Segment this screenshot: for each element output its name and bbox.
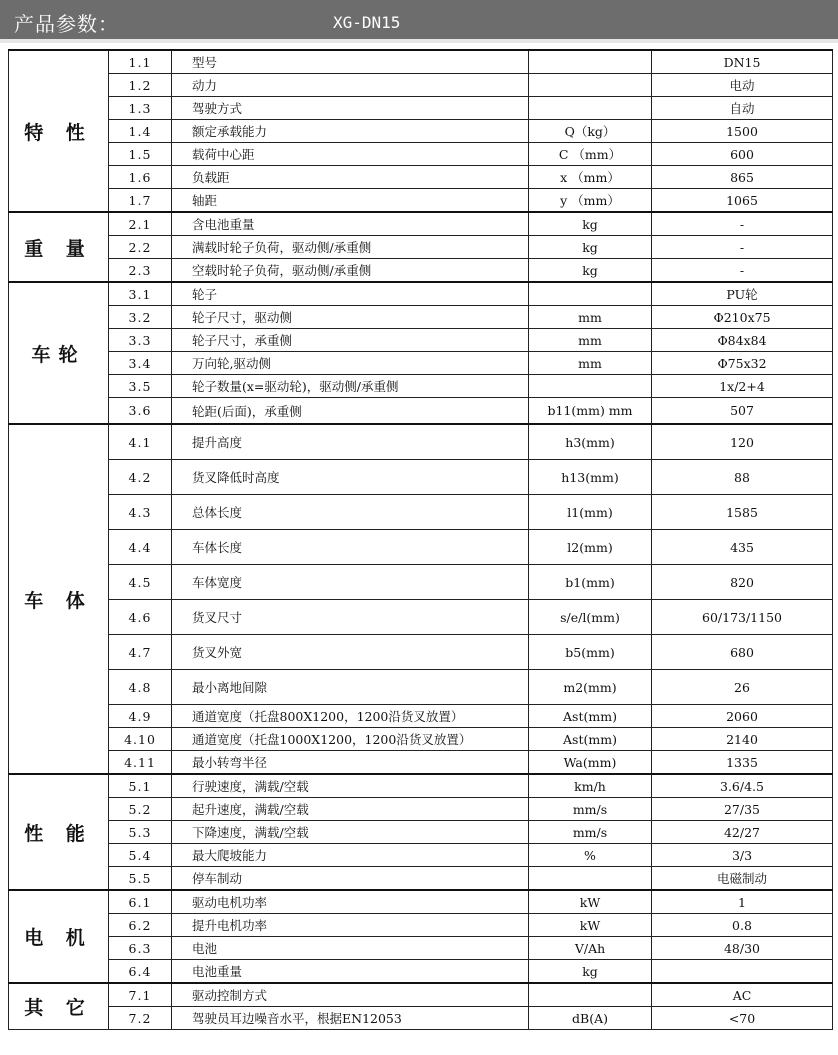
unit-cell: mm <box>529 329 652 352</box>
spec-table <box>8 49 833 1030</box>
item-name: 车体长度 <box>172 530 529 565</box>
value-cell: 865 <box>652 166 833 189</box>
item-name: 起升速度，满载/空载 <box>172 798 529 821</box>
item-name: 含电池重量 <box>172 212 529 236</box>
spec-row <box>9 670 833 705</box>
spec-row <box>9 867 833 891</box>
unit-cell: mm/s <box>529 798 652 821</box>
row-number: 6.2 <box>109 914 172 937</box>
spec-row <box>9 97 833 120</box>
category-label: 电 机 <box>9 890 109 983</box>
spec-row <box>9 352 833 375</box>
item-name: 最大爬坡能力 <box>172 844 529 867</box>
unit-cell: m2(mm) <box>529 670 652 705</box>
row-number: 3.4 <box>109 352 172 375</box>
item-name: 载荷中心距 <box>172 143 529 166</box>
item-name: 停车制动 <box>172 867 529 891</box>
row-number: 4.2 <box>109 460 172 495</box>
spec-row <box>9 1007 833 1030</box>
spec-row <box>9 635 833 670</box>
row-number: 5.4 <box>109 844 172 867</box>
row-number: 6.4 <box>109 960 172 984</box>
value-cell: 507 <box>652 398 833 425</box>
unit-cell: Ast(mm) <box>529 728 652 751</box>
row-number: 1.5 <box>109 143 172 166</box>
row-number: 2.1 <box>109 212 172 236</box>
category-label: 其 它 <box>9 983 109 1030</box>
unit-cell <box>529 867 652 891</box>
unit-cell: b5(mm) <box>529 635 652 670</box>
row-number: 4.6 <box>109 600 172 635</box>
value-cell: <70 <box>652 1007 833 1030</box>
value-cell: 435 <box>652 530 833 565</box>
spec-row <box>9 728 833 751</box>
spec-row <box>9 774 833 798</box>
spec-row <box>9 74 833 97</box>
item-name: 提升高度 <box>172 424 529 460</box>
item-name: 轮子数量(x=驱动轮)，驱动侧/承重侧 <box>172 375 529 398</box>
unit-cell: kg <box>529 960 652 984</box>
row-number: 3.3 <box>109 329 172 352</box>
value-cell: 680 <box>652 635 833 670</box>
category-label: 重 量 <box>9 212 109 282</box>
value-cell: DN15 <box>652 50 833 74</box>
unit-cell: kg <box>529 236 652 259</box>
unit-cell: mm/s <box>529 821 652 844</box>
value-cell: 电磁制动 <box>652 867 833 891</box>
item-name: 行驶速度，满载/空载 <box>172 774 529 798</box>
row-number: 1.3 <box>109 97 172 120</box>
item-name: 电池 <box>172 937 529 960</box>
value-cell: 1x/2+4 <box>652 375 833 398</box>
category-label: 车轮 <box>9 282 109 424</box>
spec-row <box>9 460 833 495</box>
spec-row <box>9 495 833 530</box>
spec-row <box>9 306 833 329</box>
value-cell: 27/35 <box>652 798 833 821</box>
unit-cell: s/e/l(mm) <box>529 600 652 635</box>
row-number: 4.11 <box>109 751 172 775</box>
unit-cell: % <box>529 844 652 867</box>
value-cell: - <box>652 236 833 259</box>
spec-row <box>9 282 833 306</box>
spec-row <box>9 565 833 600</box>
spec-row <box>9 143 833 166</box>
unit-cell: b11(mm) mm <box>529 398 652 425</box>
spec-row <box>9 424 833 460</box>
spec-row <box>9 398 833 425</box>
value-cell: 1 <box>652 890 833 914</box>
item-name: 负载距 <box>172 166 529 189</box>
value-cell: 820 <box>652 565 833 600</box>
item-name: 万向轮,驱动侧 <box>172 352 529 375</box>
item-name: 驱动电机功率 <box>172 890 529 914</box>
unit-cell: mm <box>529 352 652 375</box>
row-number: 4.10 <box>109 728 172 751</box>
row-number: 3.6 <box>109 398 172 425</box>
value-cell: - <box>652 212 833 236</box>
unit-cell <box>529 50 652 74</box>
value-cell: 88 <box>652 460 833 495</box>
value-cell: 600 <box>652 143 833 166</box>
item-name: 轮距(后面)，承重侧 <box>172 398 529 425</box>
value-cell: Φ75x32 <box>652 352 833 375</box>
category-label: 特 性 <box>9 50 109 212</box>
unit-cell: h3(mm) <box>529 424 652 460</box>
row-number: 5.3 <box>109 821 172 844</box>
row-number: 5.2 <box>109 798 172 821</box>
value-cell: 1500 <box>652 120 833 143</box>
spec-row <box>9 751 833 775</box>
row-number: 4.9 <box>109 705 172 728</box>
row-number: 5.1 <box>109 774 172 798</box>
unit-cell: l2(mm) <box>529 530 652 565</box>
value-cell: 3/3 <box>652 844 833 867</box>
row-number: 4.5 <box>109 565 172 600</box>
item-name: 满载时轮子负荷，驱动侧/承重侧 <box>172 236 529 259</box>
spec-row <box>9 914 833 937</box>
row-number: 3.5 <box>109 375 172 398</box>
item-name: 动力 <box>172 74 529 97</box>
value-cell: 26 <box>652 670 833 705</box>
item-name: 最小转弯半径 <box>172 751 529 775</box>
spec-row <box>9 236 833 259</box>
row-number: 1.4 <box>109 120 172 143</box>
item-name: 货叉降低时高度 <box>172 460 529 495</box>
item-name: 下降速度，满载/空载 <box>172 821 529 844</box>
item-name: 轮子 <box>172 282 529 306</box>
spec-row <box>9 530 833 565</box>
spec-row <box>9 259 833 283</box>
unit-cell: km/h <box>529 774 652 798</box>
item-name: 轮子尺寸，承重侧 <box>172 329 529 352</box>
item-name: 货叉尺寸 <box>172 600 529 635</box>
spec-row <box>9 375 833 398</box>
unit-cell: kW <box>529 890 652 914</box>
value-cell: 42/27 <box>652 821 833 844</box>
item-name: 轮子尺寸，驱动侧 <box>172 306 529 329</box>
item-name: 最小离地间隙 <box>172 670 529 705</box>
unit-cell <box>529 97 652 120</box>
spec-row <box>9 798 833 821</box>
spec-row <box>9 600 833 635</box>
value-cell: Φ84x84 <box>652 329 833 352</box>
item-name: 轴距 <box>172 189 529 213</box>
value-cell: 60/173/1150 <box>652 600 833 635</box>
row-number: 7.2 <box>109 1007 172 1030</box>
unit-cell: dB(A) <box>529 1007 652 1030</box>
unit-cell <box>529 983 652 1007</box>
item-name: 通道宽度（托盘800X1200，1200沿货叉放置） <box>172 705 529 728</box>
value-cell: - <box>652 259 833 283</box>
item-name: 型号 <box>172 50 529 74</box>
row-number: 3.2 <box>109 306 172 329</box>
category-label: 性 能 <box>9 774 109 890</box>
value-cell: 120 <box>652 424 833 460</box>
item-name: 电池重量 <box>172 960 529 984</box>
row-number: 4.3 <box>109 495 172 530</box>
row-number: 1.7 <box>109 189 172 213</box>
value-cell <box>652 960 833 984</box>
spec-row <box>9 705 833 728</box>
value-cell: 2060 <box>652 705 833 728</box>
value-cell: AC <box>652 983 833 1007</box>
value-cell: 48/30 <box>652 937 833 960</box>
item-name: 货叉外宽 <box>172 635 529 670</box>
unit-cell <box>529 282 652 306</box>
row-number: 1.1 <box>109 50 172 74</box>
row-number: 2.3 <box>109 259 172 283</box>
spec-row <box>9 166 833 189</box>
row-number: 4.4 <box>109 530 172 565</box>
item-name: 驾驶员耳边噪音水平，根据EN12053 <box>172 1007 529 1030</box>
unit-cell <box>529 74 652 97</box>
spec-row <box>9 189 833 213</box>
item-name: 驾驶方式 <box>172 97 529 120</box>
row-number: 4.1 <box>109 424 172 460</box>
spec-row <box>9 937 833 960</box>
unit-cell: b1(mm) <box>529 565 652 600</box>
unit-cell: Wa(mm) <box>529 751 652 775</box>
value-cell: 1585 <box>652 495 833 530</box>
spec-row <box>9 844 833 867</box>
unit-cell: Ast(mm) <box>529 705 652 728</box>
unit-cell: kg <box>529 259 652 283</box>
value-cell: 1335 <box>652 751 833 775</box>
spec-row <box>9 960 833 984</box>
row-number: 1.2 <box>109 74 172 97</box>
value-cell: 0.8 <box>652 914 833 937</box>
unit-cell: V/Ah <box>529 937 652 960</box>
item-name: 额定承载能力 <box>172 120 529 143</box>
row-number: 3.1 <box>109 282 172 306</box>
unit-cell: kW <box>529 914 652 937</box>
unit-cell: x （mm） <box>529 166 652 189</box>
spec-row <box>9 890 833 914</box>
item-name: 通道宽度（托盘1000X1200，1200沿货叉放置） <box>172 728 529 751</box>
spec-row <box>9 212 833 236</box>
spec-row <box>9 120 833 143</box>
value-cell: 1065 <box>652 189 833 213</box>
item-name: 提升电机功率 <box>172 914 529 937</box>
unit-cell: C （mm） <box>529 143 652 166</box>
row-number: 6.1 <box>109 890 172 914</box>
value-cell: Φ210x75 <box>652 306 833 329</box>
value-cell: 2140 <box>652 728 833 751</box>
value-cell: 电动 <box>652 74 833 97</box>
item-name: 车体宽度 <box>172 565 529 600</box>
row-number: 4.7 <box>109 635 172 670</box>
spec-row <box>9 821 833 844</box>
category-label: 车 体 <box>9 424 109 774</box>
row-number: 4.8 <box>109 670 172 705</box>
unit-cell: Q（kg） <box>529 120 652 143</box>
item-name: 空载时轮子负荷，驱动侧/承重侧 <box>172 259 529 283</box>
item-name: 总体长度 <box>172 495 529 530</box>
row-number: 2.2 <box>109 236 172 259</box>
unit-cell: kg <box>529 212 652 236</box>
row-number: 5.5 <box>109 867 172 891</box>
row-number: 6.3 <box>109 937 172 960</box>
page-title: 产品参数： <box>14 12 119 36</box>
unit-cell <box>529 375 652 398</box>
unit-cell: mm <box>529 306 652 329</box>
value-cell: 3.6/4.5 <box>652 774 833 798</box>
unit-cell: y （mm） <box>529 189 652 213</box>
title-bar <box>0 0 838 43</box>
value-cell: PU轮 <box>652 282 833 306</box>
item-name: 驱动控制方式 <box>172 983 529 1007</box>
row-number: 1.6 <box>109 166 172 189</box>
spec-row <box>9 329 833 352</box>
spec-row <box>9 50 833 74</box>
unit-cell: l1(mm) <box>529 495 652 530</box>
spec-row <box>9 983 833 1007</box>
unit-cell: h13(mm) <box>529 460 652 495</box>
row-number: 7.1 <box>109 983 172 1007</box>
value-cell: 自动 <box>652 97 833 120</box>
model-name: XG-DN15 <box>333 13 401 32</box>
